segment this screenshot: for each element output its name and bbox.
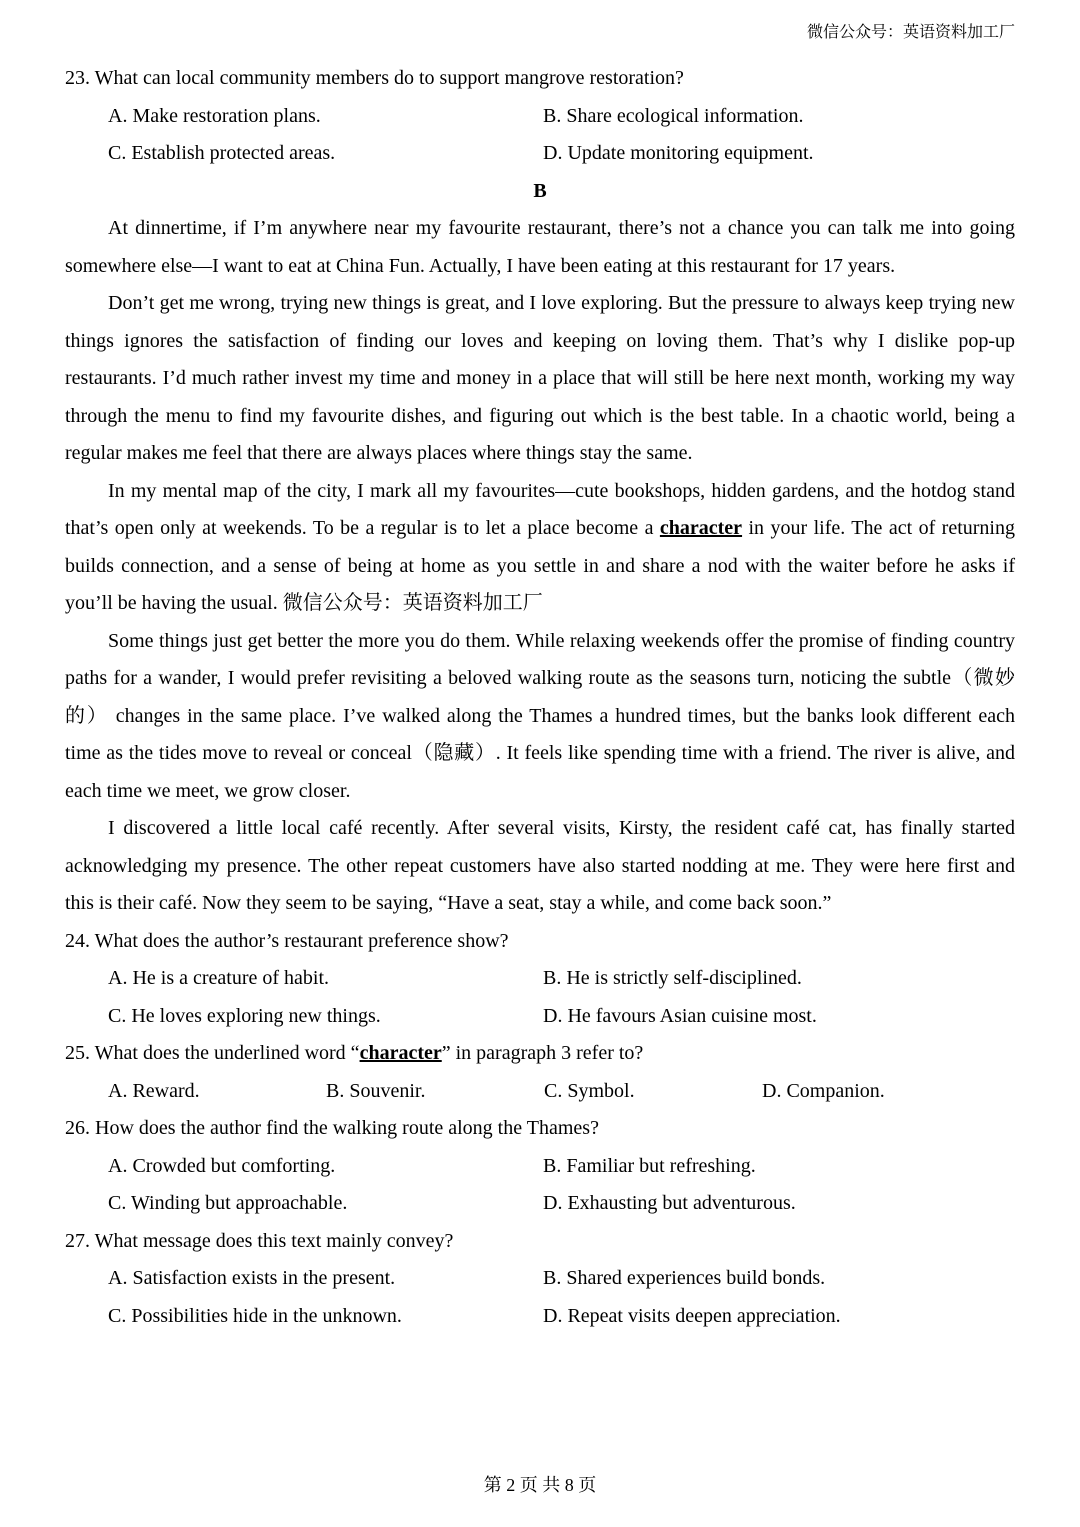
- passage-paragraph-3-text-before: In my mental map of the city, I mark all my favourites—cute bookshops, hidden gardens, and the hotdog stand that’s open only at weekends. To be a regular is to let a place become a: [65, 479, 1015, 539]
- question-26: [65, 1110, 1015, 1223]
- question-26-option-a: A. Crowded but comforting.: [108, 1154, 336, 1177]
- question-25-option-a: A. Reward.: [108, 1079, 200, 1102]
- question-23: [65, 60, 1015, 173]
- question-27-option-c: C. Possibilities hide in the unknown.: [108, 1304, 402, 1327]
- watermark-header: 微信公众号：英语资料加工厂: [806, 24, 1015, 41]
- question-24-option-d: D. He favours Asian cuisine most.: [543, 1004, 817, 1027]
- question-23-option-c: C. Establish protected areas.: [108, 142, 336, 164]
- question-27-options-row-2: [65, 1298, 1015, 1336]
- question-26-option-b: B. Familiar but refreshing.: [543, 1154, 756, 1177]
- question-25-options-row: [65, 1073, 1015, 1111]
- question-27-stem: 27. What message does this text mainly convey?: [65, 1229, 454, 1252]
- question-26-options-row-1: [65, 1148, 1015, 1186]
- question-26-stem: 26. How does the author find the walking route along the Thames?: [65, 1117, 599, 1139]
- question-26-option-d: D. Exhausting but adventurous.: [543, 1192, 796, 1214]
- question-25-underlined-word: character: [359, 1042, 442, 1064]
- question-25-stem-before: 25. What does the underlined word “: [65, 1042, 360, 1064]
- passage-paragraph-3: [65, 473, 1015, 623]
- question-25-stem-after: ” in paragraph 3 refer to?: [441, 1042, 644, 1064]
- page-number-footer: 第 2 页 共 8 页: [483, 1475, 597, 1495]
- passage-paragraph-5: I discovered a little local café recently. After several visits, Kirsty, the resident café cat, has finally started acknowledging my presence. The other repeat customers have also started nodding at me. They were here first and this is their café. Now they seem to be saying, “Have a seat, stay a while, and come back soon.”: [65, 817, 1015, 914]
- passage-paragraph-3-text-after: in your life. The act of returning builds connection, and a sense of being at home as you settle in and share a nod with the waiter before he asks if you’ll be having the usual. 微信公众号：英语资料加工厂: [65, 517, 1015, 614]
- question-23-stem: 23. What can local community members do to support mangrove restoration?: [65, 67, 684, 89]
- question-23-option-a: A. Make restoration plans.: [108, 104, 321, 127]
- question-24-options-row-2: [65, 998, 1015, 1036]
- passage-paragraph-2: Don’t get me wrong, trying new things is great, and I love exploring. But the pressure to always keep trying new things ignores the satisfaction of finding our loves and keeping on loving them. That’s why I dislike pop-up restaurants. I’d much rather invest my time and money in a place that will still be here next month, working my way through the menu to find my favourite dishes, and figuring out which is the best table. In a chaotic world, being a regular makes me feel that there are always places where things stay the same.: [65, 292, 1015, 464]
- question-24-option-b: B. He is strictly self-disciplined.: [543, 967, 802, 989]
- question-26-option-c: C. Winding but approachable.: [108, 1192, 348, 1214]
- question-25-option-d: D. Companion.: [762, 1079, 885, 1102]
- question-27-options-row-1: [65, 1260, 1015, 1298]
- question-24-option-c: C. He loves exploring new things.: [108, 1004, 381, 1027]
- question-27-option-d: D. Repeat visits deepen appreciation.: [543, 1304, 841, 1327]
- question-23-option-b: B. Share ecological information.: [543, 104, 804, 127]
- question-24: [65, 923, 1015, 1036]
- question-23-options-row-1: [65, 98, 1015, 136]
- question-23-option-d: D. Update monitoring equipment.: [543, 142, 814, 164]
- passage-paragraph-1: At dinnertime, if I’m anywhere near my favourite restaurant, there’s not a chance you can talk me into going somewhere else—I want to eat at China Fun. Actually, I have been eating at this restaurant for 17 years.: [65, 217, 1015, 277]
- section-b-heading: B: [533, 179, 547, 202]
- question-27-option-a: A. Satisfaction exists in the present.: [108, 1267, 396, 1289]
- passage-paragraph-4: Some things just get better the more you do them. While relaxing weekends offer the promise of finding country paths for a wander, I would prefer revisiting a beloved walking route as the seasons turn, noticing the subtle（微妙的） changes in the same place. I’ve walked along the Thames a hundred times, but the banks look different each time as the tides move to reveal or conceal（隐藏）. It feels like spending time with a friend. The river is alive, and each time we meet, we grow closer.: [65, 629, 1015, 802]
- question-26-options-row-2: [65, 1185, 1015, 1223]
- question-25-option-b: B. Souvenir.: [326, 1079, 426, 1102]
- question-25-option-c: C. Symbol.: [544, 1079, 635, 1102]
- question-27-option-b: B. Shared experiences build bonds.: [543, 1267, 826, 1289]
- question-25-stem: [65, 1035, 1015, 1073]
- question-24-stem: 24. What does the author’s restaurant preference show?: [65, 929, 509, 952]
- underlined-word-character: character: [659, 517, 743, 539]
- question-24-option-a: A. He is a creature of habit.: [108, 967, 330, 989]
- question-24-options-row-1: [65, 960, 1015, 998]
- question-25: [65, 1035, 1015, 1110]
- question-27: [65, 1223, 1015, 1336]
- question-23-options-row-2: [65, 135, 1015, 173]
